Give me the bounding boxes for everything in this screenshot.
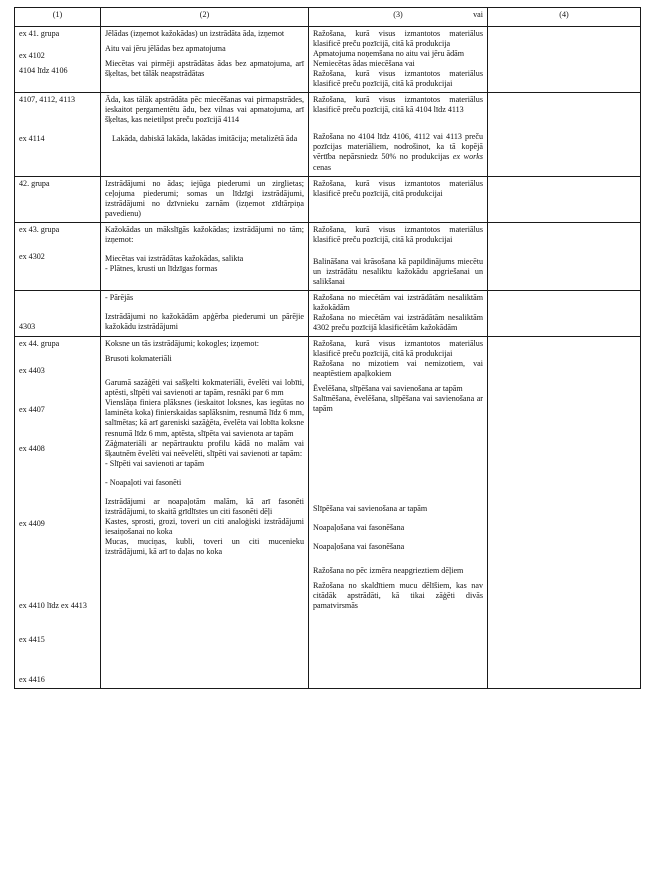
desc-ex-4409-sub-1: - Slīpēti vai savienoti ar tapām xyxy=(105,458,205,468)
work-4107-4112-4113: Ražošana, kurā visus izmantotos materiālus klasificē preču pozīcijā, citā kā 4104 līdz 4113 xyxy=(313,95,483,115)
table-header-row xyxy=(15,8,641,27)
header-col-4: (4) xyxy=(488,8,641,27)
desc-4107-4112-4113: Āda, kas tālāk apstrādāta pēc miecēšanas vai pirmapstrādes, ieskaitot pergamentētu ādu, bez vilnas vai apmatojuma, arī šķeltas, kas neietilpst preču pozīcijā 4114 xyxy=(105,95,304,125)
desc-ex-4407: Garumā sazāģēti vai sašķelti kokmateriāli, ēvelēti vai lobīti, aptēsti, slīpēti vai savienoti ar tapām, resnāki par 6 mm xyxy=(105,378,304,398)
work-ex-44-grupa: Ražošana, kurā visus izmantotos materiālus klasificē preču pozīcijā, citā kā produkcijai xyxy=(313,339,483,359)
desc-ex-4114: Lakāda, dabiskā lakāda, lakādas imitācija; metalizētā āda xyxy=(112,134,298,144)
header-col-3-label: (3) xyxy=(393,10,403,19)
work-ex-4102: Apmatojuma noņemšana no aitu vai jēru ādām xyxy=(313,49,465,59)
desc-ex-4409-sub-2: - Noapaļoti vai fasonēti xyxy=(105,477,182,487)
desc-ex-44-grupa: Koksne un tās izstrādājumi; kokogles; izņemot: xyxy=(105,339,259,349)
row-4107-working xyxy=(309,93,488,176)
work-ex-4407: Ēvelēšana, slīpēšana vai savienošana ar tapām xyxy=(313,384,463,394)
code-ex-43-grupa: ex 43. grupa xyxy=(19,224,60,234)
table-row xyxy=(15,337,641,688)
row-43-description xyxy=(101,222,309,290)
desc-4104-4106: Miecētas vai pirmēji apstrādātas ādas bez apmatojuma, arī šķeltas, bet tālāk neapstrādātas xyxy=(105,59,304,79)
work-ex-4416: Ražošana no skaldītiem mucu dēlīšiem, kas nav citādāk apstrādāti, kā tikai zāģēti divās pamatvirsmās xyxy=(313,580,483,610)
code-ex-4410-4413: ex 4410 līdz ex 4413 xyxy=(19,601,87,611)
row-4303-alternative xyxy=(488,290,641,336)
work-ex-43-grupa: Ražošana, kurā visus izmantotos materiālus klasificē preču pozīcijā, citā kā produkcijai xyxy=(313,224,483,244)
code-ex-4415: ex 4415 xyxy=(19,635,45,645)
row-4303-working xyxy=(309,290,488,336)
code-ex-4408: ex 4408 xyxy=(19,444,45,454)
code-42-grupa: 42. grupa xyxy=(19,178,50,188)
row-44-alternative xyxy=(488,337,641,688)
work-ex-41-grupa: Ražošana, kurā visus izmantotos materiālus klasificē preču pozīcijā, citā kā produkcija xyxy=(313,29,483,49)
code-4303: 4303 xyxy=(19,321,36,331)
row-41-description xyxy=(101,27,309,93)
desc-4303-sub: - Pārējās xyxy=(105,292,134,302)
desc-ex-4416: Mucas, muciņas, kubli, toveri un citi mucenieku izstrādājumi, kā arī to daļas no koka xyxy=(105,536,304,556)
table-row xyxy=(15,27,641,93)
row-44-description xyxy=(101,337,309,688)
row-4107-heading-codes xyxy=(15,93,101,176)
desc-42-grupa: Izstrādājumi no ādas; iejūga piederumi un zirglietas; ceļojuma piederumi; somas un līdzīgi izstrādājumi, izstrādājumi no dzīvnieku zarnām (izņemot zīdtārpiņa pavedienu) xyxy=(105,178,304,218)
work-ex-4409-sub-1: Slīpēšana vai savienošana ar tapām xyxy=(313,503,428,513)
code-ex-44-grupa: ex 44. grupa xyxy=(19,339,60,349)
work-ex-4302: Balināšana vai krāsošana kā papildinājums miecētu un izstrādātu nesaliktu kažokādu apgriešanai un salikšanai xyxy=(313,256,483,286)
work-4303: Ražošana no miecētām vai izstrādātām nesaliktām 4302 preču pozīcijā klasificētām kažokādām xyxy=(313,313,483,333)
desc-ex-41-grupa: Jēlādas (izņemot kažokādas) un izstrādāta āda, izņemot xyxy=(105,29,285,38)
table-row xyxy=(15,222,641,290)
code-ex-4102: ex 4102 xyxy=(19,51,45,61)
desc-ex-4408: Vienslāņa finiera plāksnes (ieskaitot loksnes, kas iegūtas no laminēta koka) finierskaidas saplāksnim, resnumā līdz 6 mm, salīmētas; kā arī gareniski sazāģēta, ēvelēta vai lobīta koksne resnumā līdz 6 mm, aptēsta, slīpēta vai savienota ar tapām xyxy=(105,398,304,438)
work-ex-4409-sub-2: Noapaļošana vai fasonēšana xyxy=(313,522,405,532)
code-ex-4302: ex 4302 xyxy=(19,251,45,261)
code-ex-4407: ex 4407 xyxy=(19,405,45,415)
work-ex-4114-text: Ražošana no 4104 līdz 4106, 4112 vai 4113 preču pozīcijas materiāliem, nodrošinot, ka tā kopējā vērtība nepārsniedz 50% no produkcijas ex works cenas xyxy=(313,132,484,172)
code-4104-4106: 4104 līdz 4106 xyxy=(19,66,68,76)
table-row xyxy=(15,93,641,176)
desc-ex-43-grupa: Kažokādas un mākslīgās kažokādas; izstrādājumi no tām; izņemot: xyxy=(105,224,304,244)
work-4303-sub: Ražošana no miecētām vai izstrādātām nesaliktām kažokādām xyxy=(313,292,483,313)
code-4107-4112-4113: 4107, 4112, 4113 xyxy=(19,95,76,105)
desc-ex-4302: Miecētas vai izstrādātas kažokādas, salikta xyxy=(105,253,244,263)
work-ex-4415: Ražošana no pēc izmēra neapgrieztiem dēļiem xyxy=(313,565,464,575)
desc-ex-4302-sub: - Plātnes, krusti un līdzīgas formas xyxy=(105,263,218,273)
desc-ex-4403: Brusoti kokmateriāli xyxy=(105,354,172,364)
work-4104-4106-b: Ražošana, kurā visus izmantotos materiālus klasificē preču pozīcijā, citā kā produkcijai xyxy=(313,69,483,89)
row-4107-alternative xyxy=(488,93,641,176)
row-42-alternative xyxy=(488,176,641,222)
row-42-working xyxy=(309,176,488,222)
work-ex-4408: Salīmēšana, ēvelēšana, slīpēšana vai savienošana ar tapām xyxy=(313,394,483,414)
code-ex-4114: ex 4114 xyxy=(19,134,45,144)
work-42-grupa: Ražošana, kurā visus izmantotos materiālus klasificē preču pozīcijā, citā produkcijai xyxy=(313,178,483,198)
code-ex-4416: ex 4416 xyxy=(19,674,45,684)
work-ex-4114 xyxy=(313,132,483,172)
row-44-heading-codes xyxy=(15,337,101,688)
work-4104-4106-a: Nemiecētas ādas miecēšana vai xyxy=(313,59,415,69)
code-ex-41-grupa: ex 41. grupa xyxy=(19,29,60,38)
code-ex-4409: ex 4409 xyxy=(19,519,45,529)
row-4107-description xyxy=(101,93,309,176)
row-44-working xyxy=(309,337,488,688)
row-41-alternative xyxy=(488,27,641,93)
row-4303-description xyxy=(101,290,309,336)
desc-ex-4409: Zāģmateriāli ar nepārtrauktu profilu kādā no malām vai šķautnēm ēvelēti vai neēvelēti, slīpēti vai savienoti ar tapām: xyxy=(105,438,304,458)
row-41-working xyxy=(309,27,488,93)
italic-term-ex-works: ex works xyxy=(452,152,484,162)
header-col-2: (2) xyxy=(101,8,309,27)
origin-rules-table xyxy=(14,7,641,689)
desc-ex-4415: Kastes, sprosti, grozi, toveri un citi analoģiski izstrādājumi iesaiņošanai no koka xyxy=(105,516,304,536)
table-row xyxy=(15,176,641,222)
table-row xyxy=(15,290,641,336)
row-42-description xyxy=(101,176,309,222)
header-col-1: (1) xyxy=(15,8,101,27)
row-42-heading-codes xyxy=(15,176,101,222)
desc-ex-4410-4413: Izstrādājumi ar noapaļotām malām, kā arī fasonēti izstrādājumi, to skaitā grīdlīstes un citi fasonēti dēļi xyxy=(105,496,304,516)
row-41-heading-codes xyxy=(15,27,101,93)
row-43-heading-codes xyxy=(15,222,101,290)
row-43-working xyxy=(309,222,488,290)
desc-4303: Izstrādājumi no kažokādām apģērba piederumi un pārējie kažokādu izstrādājumi xyxy=(105,312,304,332)
row-4303-heading-codes xyxy=(15,290,101,336)
code-ex-4403: ex 4403 xyxy=(19,366,45,376)
work-ex-4403: Ražošana no mizotiem vai nemizotiem, vai neaptēstiem apaļkokiem xyxy=(313,359,483,379)
header-col-3-or: vai xyxy=(473,10,483,19)
work-ex-4410-4413: Noapaļošana vai fasonēšana xyxy=(313,541,405,551)
header-col-3 xyxy=(309,8,488,27)
desc-ex-4102: Aitu vai jēru jēlādas bez apmatojuma xyxy=(105,44,226,54)
row-43-alternative xyxy=(488,222,641,290)
